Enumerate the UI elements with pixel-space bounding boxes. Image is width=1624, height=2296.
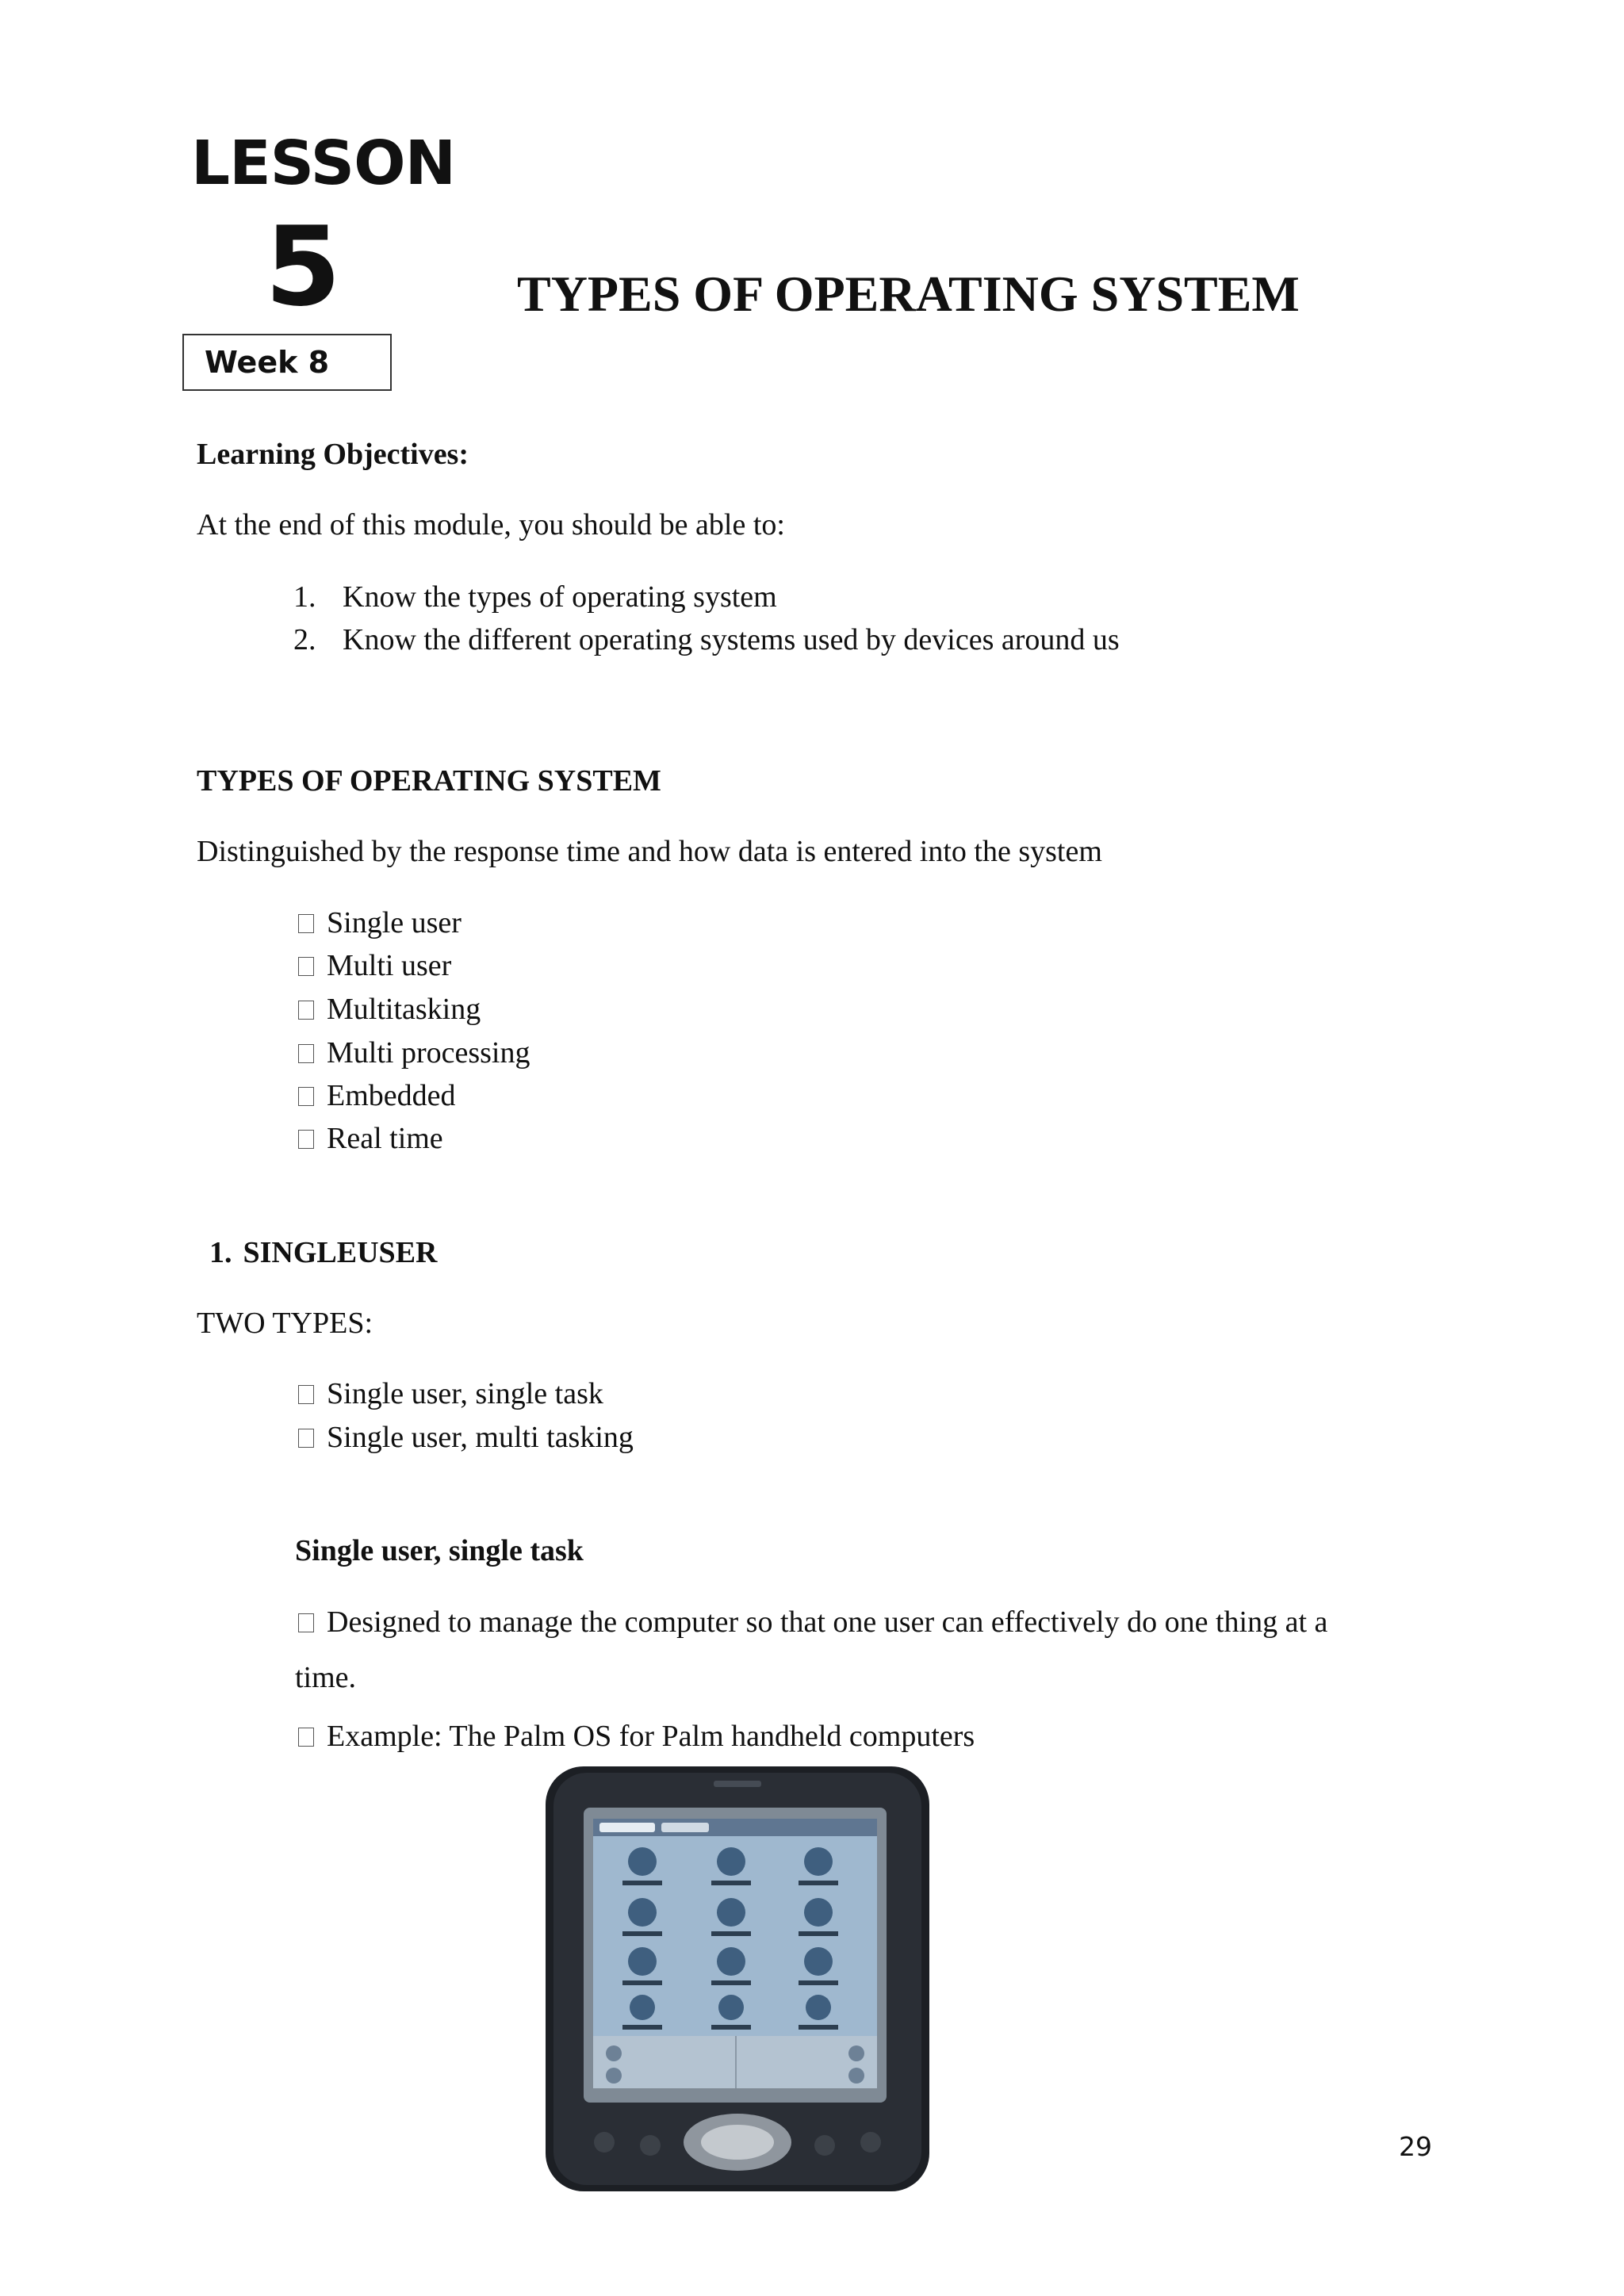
two-types-label: TWO TYPES: (197, 1307, 373, 1340)
bullet-box-icon (298, 914, 314, 933)
list-item-text: Single user, single task (327, 1377, 603, 1410)
bullet-box-icon (298, 1385, 314, 1404)
list-item (298, 948, 451, 985)
section-heading: TYPES OF OPERATING SYSTEM (197, 764, 661, 798)
objective-number: 1. (293, 580, 316, 614)
objective-item (293, 580, 777, 616)
page-number: 29 (1399, 2131, 1432, 2162)
list-item-text: Single user (327, 906, 462, 939)
objective-text: Know the types of operating system (343, 580, 777, 614)
list-item (298, 1121, 443, 1158)
bullet-box-icon (298, 1728, 314, 1747)
objective-text: Know the different operating systems used by devices around us (343, 623, 1120, 656)
bullet-box-icon (298, 1429, 314, 1448)
bullet-box-icon (298, 1130, 314, 1149)
bullet-box-icon (298, 1001, 314, 1020)
subsection-number: 1. (209, 1236, 232, 1269)
desc-continuation: time. (295, 1661, 357, 1694)
list-item (298, 1420, 634, 1456)
list-item-text: Single user, multi tasking (327, 1421, 634, 1454)
section-intro: Distinguished by the response time and how data is entered into the system (197, 835, 1102, 868)
example-text: Example: The Palm OS for Palm handheld computers (327, 1720, 975, 1753)
list-item-text: Multi user (327, 949, 452, 982)
lesson-number: 5 (265, 203, 342, 331)
page-title: TYPES OF OPERATING SYSTEM (517, 266, 1300, 322)
list-item (298, 905, 462, 942)
objective-item (293, 622, 1120, 659)
subsection-heading (209, 1235, 437, 1272)
example-line (298, 1719, 975, 1755)
objective-number: 2. (293, 623, 316, 656)
list-item-text: Multitasking (327, 993, 481, 1026)
list-item (298, 1035, 530, 1072)
week-badge: Week 8 (182, 334, 392, 391)
subsection-title: SINGLEUSER (243, 1236, 438, 1269)
desc-line (298, 1605, 1327, 1641)
bullet-box-icon (298, 957, 314, 976)
list-item-text: Embedded (327, 1079, 456, 1112)
lesson-label: LESSON (191, 128, 456, 199)
list-item (298, 1078, 456, 1115)
objectives-intro: At the end of this module, you should be able to: (197, 508, 785, 541)
palm-handheld-image (531, 1762, 944, 2196)
objectives-heading: Learning Objectives: (197, 438, 469, 471)
bullet-box-icon (298, 1613, 314, 1632)
list-item (298, 992, 481, 1028)
desc-text: Designed to manage the computer so that one user can effectively do one thing at a (327, 1605, 1328, 1639)
bullet-box-icon (298, 1087, 314, 1106)
sub-heading: Single user, single task (295, 1534, 584, 1567)
list-item-text: Multi processing (327, 1036, 530, 1070)
list-item-text: Real time (327, 1122, 443, 1155)
bullet-box-icon (298, 1044, 314, 1063)
list-item (298, 1376, 603, 1413)
